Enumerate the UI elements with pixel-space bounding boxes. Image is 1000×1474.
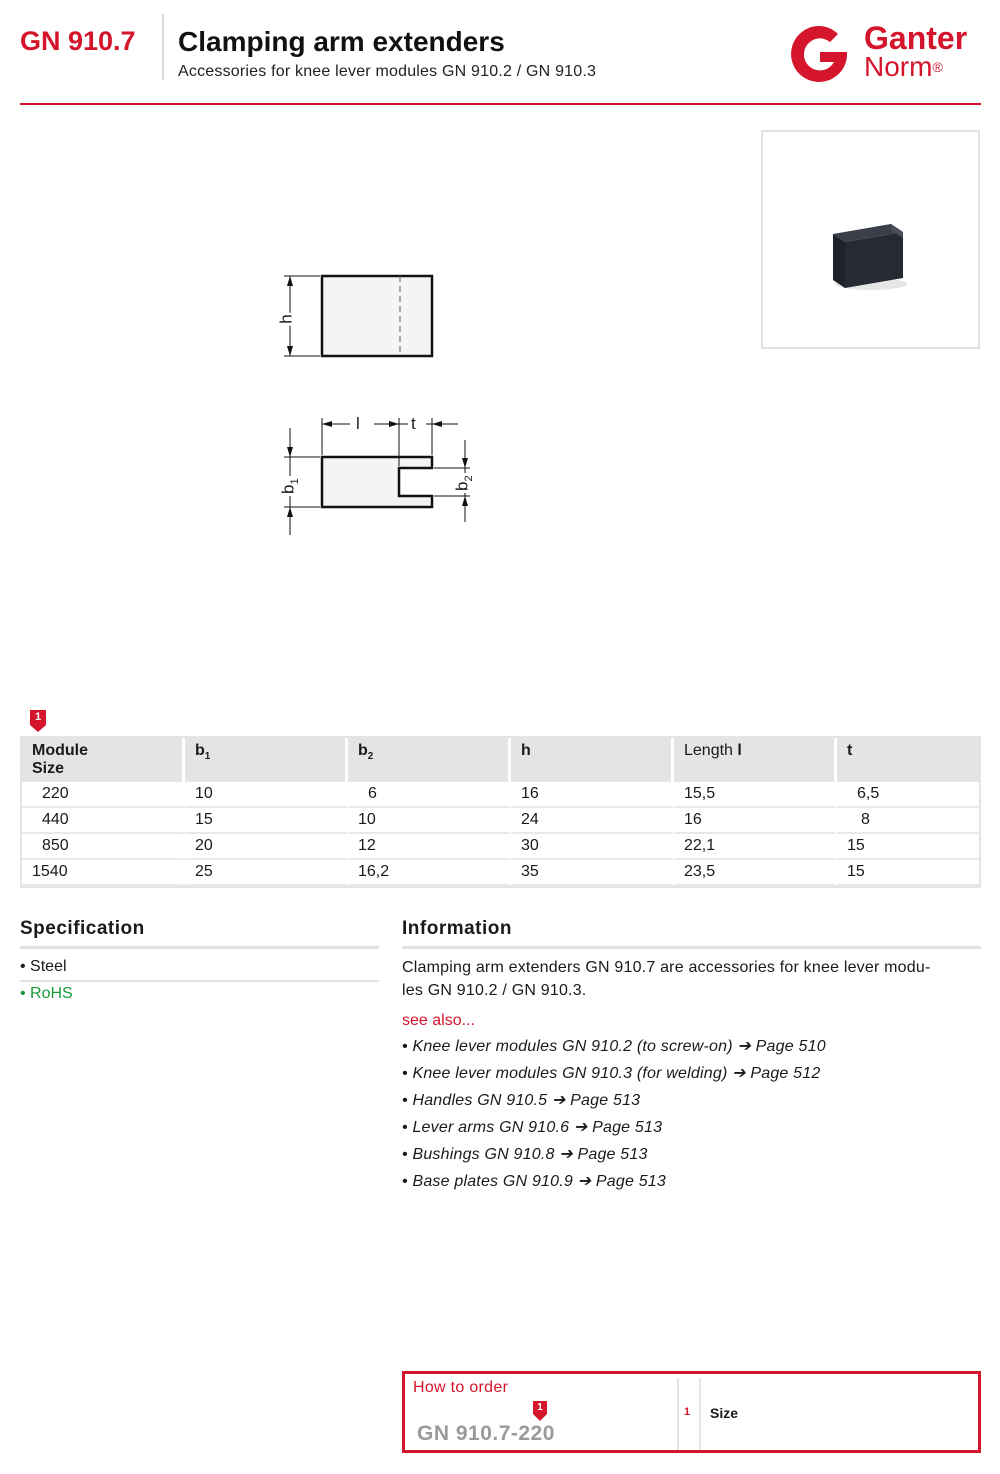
see-also-heading: see also... xyxy=(402,1012,475,1029)
specification-title: Specification xyxy=(20,918,145,939)
cell-size: 850 xyxy=(22,834,185,860)
col-length: Length l xyxy=(674,738,837,782)
specification-rule xyxy=(20,946,379,949)
order-badge-number: 1 xyxy=(537,1402,543,1413)
cell-b2: 12 xyxy=(348,834,511,860)
see-also-link[interactable]: • Lever arms GN 910.6 ➔ Page 513 xyxy=(402,1119,663,1136)
see-also-link[interactable]: • Knee lever modules GN 910.2 (to screw-on) ➔ Page 510 xyxy=(402,1038,826,1055)
cell-h: 16 xyxy=(511,782,674,808)
cell-b1: 15 xyxy=(185,808,348,834)
cell-size: 220 xyxy=(22,782,185,808)
cell-h: 24 xyxy=(511,808,674,834)
cell-length: 16 xyxy=(674,808,837,834)
order-index: 1 xyxy=(684,1406,691,1418)
information-text: Clamping arm extenders GN 910.7 are accessories for knee lever modu- les GN 910.2 / GN 910.3. xyxy=(402,959,931,999)
cell-b1: 25 xyxy=(185,860,348,886)
table-row xyxy=(22,782,979,808)
cell-b2: 16,2 xyxy=(348,860,511,886)
spec-item-steel: • Steel xyxy=(20,958,67,975)
cell-b2: 6 xyxy=(348,782,511,808)
cell-size: 1540 xyxy=(22,860,185,886)
cell-h: 30 xyxy=(511,834,674,860)
cell-h: 35 xyxy=(511,860,674,886)
information-title: Information xyxy=(402,918,512,939)
table-row xyxy=(22,834,979,860)
page-subtitle: Accessories for knee lever modules GN 910.2 / GN 910.3 xyxy=(178,63,597,80)
cell-t: 15 xyxy=(837,834,979,860)
spec-divider xyxy=(20,980,379,982)
cell-size: 440 xyxy=(22,808,185,834)
col-t: t xyxy=(837,738,979,782)
order-divider xyxy=(677,1378,679,1450)
col-b1: $b_1$ xyxy=(185,738,348,782)
how-to-order-title: How to order xyxy=(413,1379,509,1396)
cell-length: 23,5 xyxy=(674,860,837,886)
order-divider xyxy=(699,1378,701,1450)
logo-text-norm: Norm® xyxy=(864,51,943,82)
table-badge-number: 1 xyxy=(34,711,42,723)
table-row xyxy=(22,860,979,886)
col-module-size: Module Size xyxy=(22,738,185,782)
see-also-link[interactable]: • Bushings GN 910.8 ➔ Page 513 xyxy=(402,1146,648,1163)
header-rule xyxy=(20,103,981,105)
cell-length: 22,1 xyxy=(674,834,837,860)
col-h: h xyxy=(511,738,674,782)
dim-label-l: l xyxy=(356,414,360,433)
ganter-logo-icon xyxy=(786,22,852,84)
cell-b1: 10 xyxy=(185,782,348,808)
col-b2: $b_2$ xyxy=(348,738,511,782)
dimensions-table xyxy=(20,736,981,888)
product-code: GN 910.7 xyxy=(20,26,136,56)
cell-b1: 20 xyxy=(185,834,348,860)
technical-drawing xyxy=(270,260,490,540)
cell-b2: 10 xyxy=(348,808,511,834)
dim-label-b2: $b_2$ xyxy=(452,475,475,491)
see-also-link[interactable]: • Knee lever modules GN 910.3 (for welding) ➔ Page 512 xyxy=(402,1065,821,1082)
logo-text-ganter: Ganter xyxy=(864,20,968,56)
table-row xyxy=(22,808,979,834)
cell-t: 6,5 xyxy=(837,782,979,808)
clamping-extender-image xyxy=(763,132,978,347)
order-size-label: Size xyxy=(710,1405,739,1421)
dim-label-b1: $b_1$ xyxy=(278,478,301,494)
cell-length: 15,5 xyxy=(674,782,837,808)
cell-t: 15 xyxy=(837,860,979,886)
cell-t: 8 xyxy=(837,808,979,834)
product-photo xyxy=(761,130,980,349)
dim-label-t: t xyxy=(411,414,416,433)
see-also-link[interactable]: • Base plates GN 910.9 ➔ Page 513 xyxy=(402,1173,666,1190)
see-also-link[interactable]: • Handles GN 910.5 ➔ Page 513 xyxy=(402,1092,641,1109)
information-rule xyxy=(402,946,981,949)
page-title: Clamping arm extenders xyxy=(178,26,505,57)
header-separator xyxy=(162,14,164,80)
dim-label-h: h xyxy=(276,314,296,324)
table-header-row xyxy=(22,738,979,782)
spec-item-rohs: • RoHS xyxy=(20,985,73,1002)
how-to-order-box xyxy=(402,1371,981,1453)
order-code: GN 910.7-220 xyxy=(417,1422,555,1445)
